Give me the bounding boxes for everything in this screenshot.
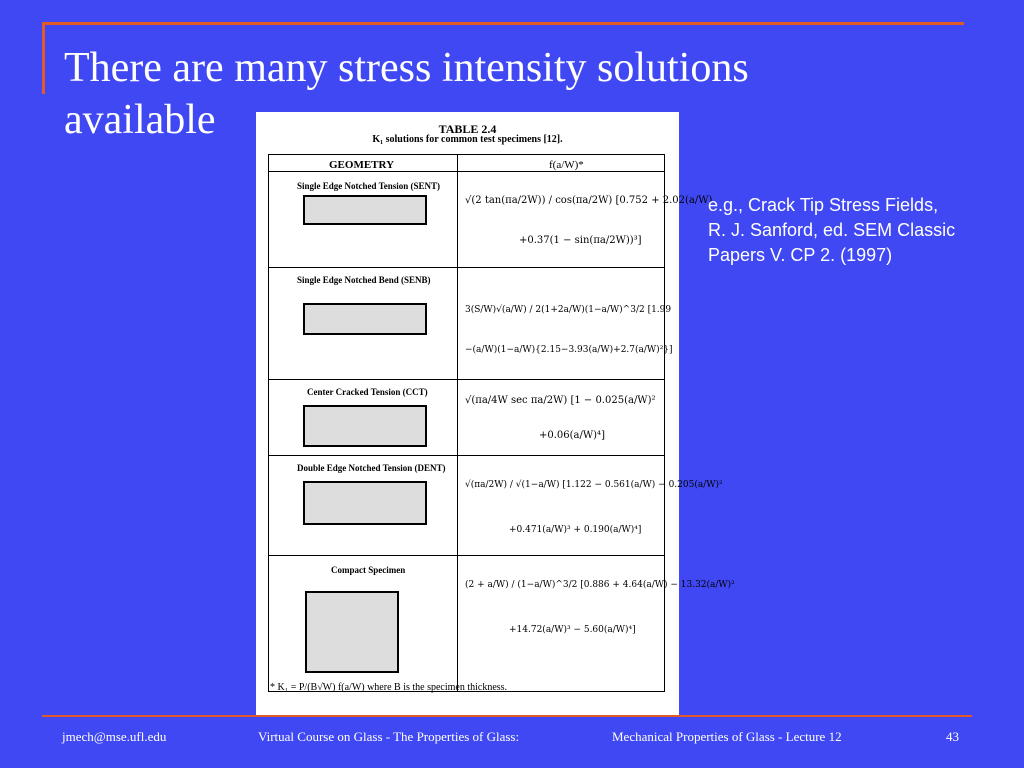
cct-equation-2: +0.06(a/W)⁴] [539,430,605,441]
table-heading: TABLE 2.4 [438,122,497,136]
table-subheading: K₁ solutions for common test specimens [12]. [372,134,563,145]
footer-page-number: 43 [946,729,959,744]
sent-equation-2: +0.37(1 − sin(πa/2W))³] [519,235,642,246]
compact-equation-2: +14.72(a/W)³ − 5.60(a/W)⁴] [509,625,636,635]
senb-equation-1: 3(S/W)√(a/W) / 2(1+2a/W)(1−a/W)^3/2 [1.99 [465,305,672,315]
table-footnote: * K₁ = P/(B√W) f(a/W) where B is the specimen thickness. [270,682,508,693]
table-grid [268,154,735,692]
geometry-column-header: GEOMETRY [329,159,395,171]
reference-citation: e.g., Crack Tip Stress Fields, R. J. Sanford, ed. SEM Classic Papers V. CP 2. (1997) [708,195,956,265]
senb-equation-2: −(a/W)(1−a/W){2.15−3.93(a/W)+2.7(a/W)²}] [465,345,673,355]
dent-equation-1: √(πa/2W) / √(1−a/W) [1.122 − 0.561(a/W) − 0.205(a/W)² [465,480,723,490]
cct-specimen-drawing [303,405,427,447]
function-column-header: f(a/W)* [549,159,584,171]
dent-equation-2: +0.471(a/W)³ + 0.190(a/W)⁴] [509,525,642,535]
slide-title: There are many stress intensity solutions available [64,45,749,143]
bottom-divider [42,715,972,717]
footer-course: Virtual Course on Glass - The Properties of Glass: [258,729,520,744]
footer-email: jmech@mse.ufl.edu [62,729,167,744]
footer-lecture: Mechanical Properties of Glass - Lecture 12 [612,729,842,744]
cct-equation-1: √(πa/4W sec πa/2W) [1 − 0.025(a/W)² [465,395,656,406]
senb-specimen-drawing [303,303,427,335]
stress-intensity-table [256,112,735,715]
dent-specimen-drawing [303,481,427,525]
dent-label: Double Edge Notched Tension (DENT) [297,463,446,473]
top-divider [42,22,964,25]
sent-label: Single Edge Notched Tension (SENT) [297,181,441,191]
sent-specimen-drawing [303,195,427,225]
senb-label: Single Edge Notched Bend (SENB) [297,275,431,285]
compact-specimen-drawing [305,591,399,673]
cct-label: Center Cracked Tension (CCT) [307,387,428,397]
left-accent-bar [42,22,45,94]
compact-label: Compact Specimen [331,565,406,575]
sent-equation-1: √(2 tan(πa/2W)) / cos(πa/2W) [0.752 + 2.02(a/W) [465,195,713,206]
compact-equation-1: (2 + a/W) / (1−a/W)^3/2 [0.886 + 4.64(a/W) − 13.32(a/W)² [465,580,735,590]
column-divider [457,155,458,691]
